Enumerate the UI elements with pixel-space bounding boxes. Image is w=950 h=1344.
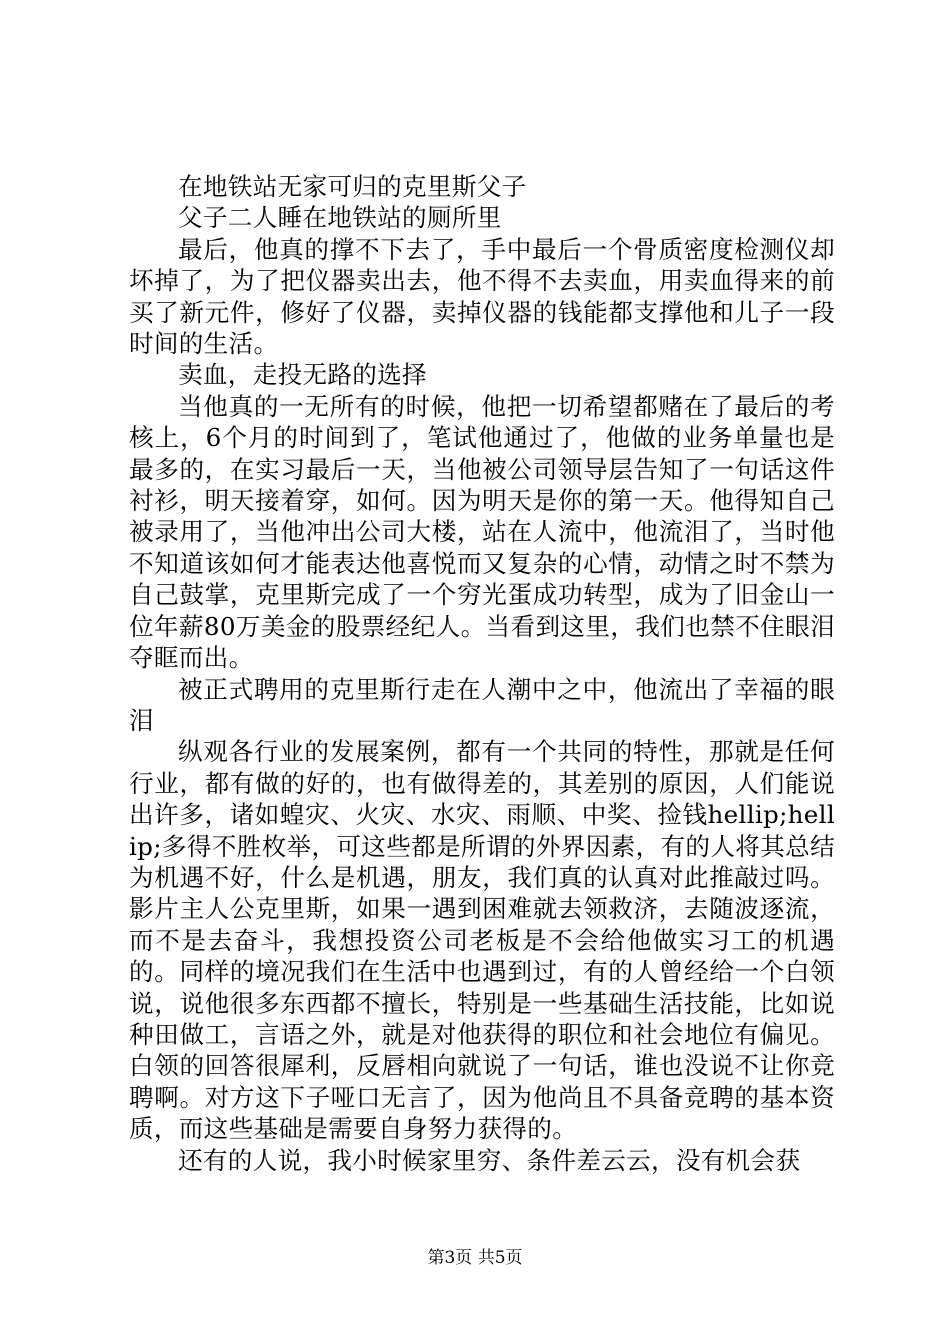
caption-homeless-father-son: 在地铁站无家可归的克里斯父子 [178,172,527,201]
page-number-footer: 第3页 共5页 [427,1248,523,1268]
paragraph-opportunity: 纵观各行业的发展案例，都有一个共同的特性，那就是任何行业，都有做的好的，也有做得差的，其差别的原因，人们能说出许多，诸如蝗灾、火灾、水灾、雨顺、中奖、捡钱hellip;hellip;多得不胜枚举，可这些都是所谓的外界因素，有的人将其总结为机遇不好，什么是机遇，朋友，我们真的认真对此推敲过吗。影片主人公克里斯，如果一遇到困难就去领救济，去随波逐流，而不是去奋斗，我想投资公司老板是不会给他做实习工的机遇的。同样的境况我们在生活中也遇到过，有的人曾经给一个白领说，说他很多东西都不擅长，特别是一些基础生活技能，比如说种田做工，言语之外，就是对他获得的职位和社会地位有偏见。白领的回答很犀利，反唇相向就说了一句话，谁也没说不让你竞聘啊。对方这下子哑口无言了，因为他尚且不具备竞聘的基本资质，而这些基础是需要自身努力获得的。 [129,737,835,1144]
caption-tears-of-happiness: 被正式聘用的克里斯行走在人潮中之中，他流出了幸福的眼泪 [129,674,835,735]
paragraph-poor-childhood: 还有的人说，我小时候家里穷、条件差云云，没有机会获 [178,1145,801,1175]
paragraph-hired: 当他真的一无所有的时候，他把一切希望都赌在了最后的考核上，6个月的时间到了，笔试他通过了，他做的业务单量也是最多的，在实习最后一天，当他被公司领导层告知了一句话这件衬衫，明天接着穿，如何。因为明天是你的第一天。他得知自己被录用了，当他冲出公司大楼，站在人流中，他流泪了，当时他不知道该如何才能表达他喜悦而又复杂的心情，动情之时不禁为自己鼓掌，克里斯完成了一个穷光蛋成功转型，成为了旧金山一位年薪80万美金的股票经纪人。当看到这里，我们也禁不住眼泪夺眶而出。 [129,391,835,673]
caption-selling-blood: 卖血，走投无路的选择 [178,360,427,390]
paragraph-selling-blood: 最后，他真的撑不下去了，手中最后一个骨质密度检测仪却坏掉了，为了把仪器卖出去，他不得不去卖血，用卖血得来的前买了新元件，修好了仪器，卖掉仪器的钱能都支撑他和儿子一段时间的生活。 [129,234,835,359]
document-body [129,171,835,1176]
caption-sleeping-in-restroom: 父子二人睡在地铁站的厕所里 [178,203,502,233]
